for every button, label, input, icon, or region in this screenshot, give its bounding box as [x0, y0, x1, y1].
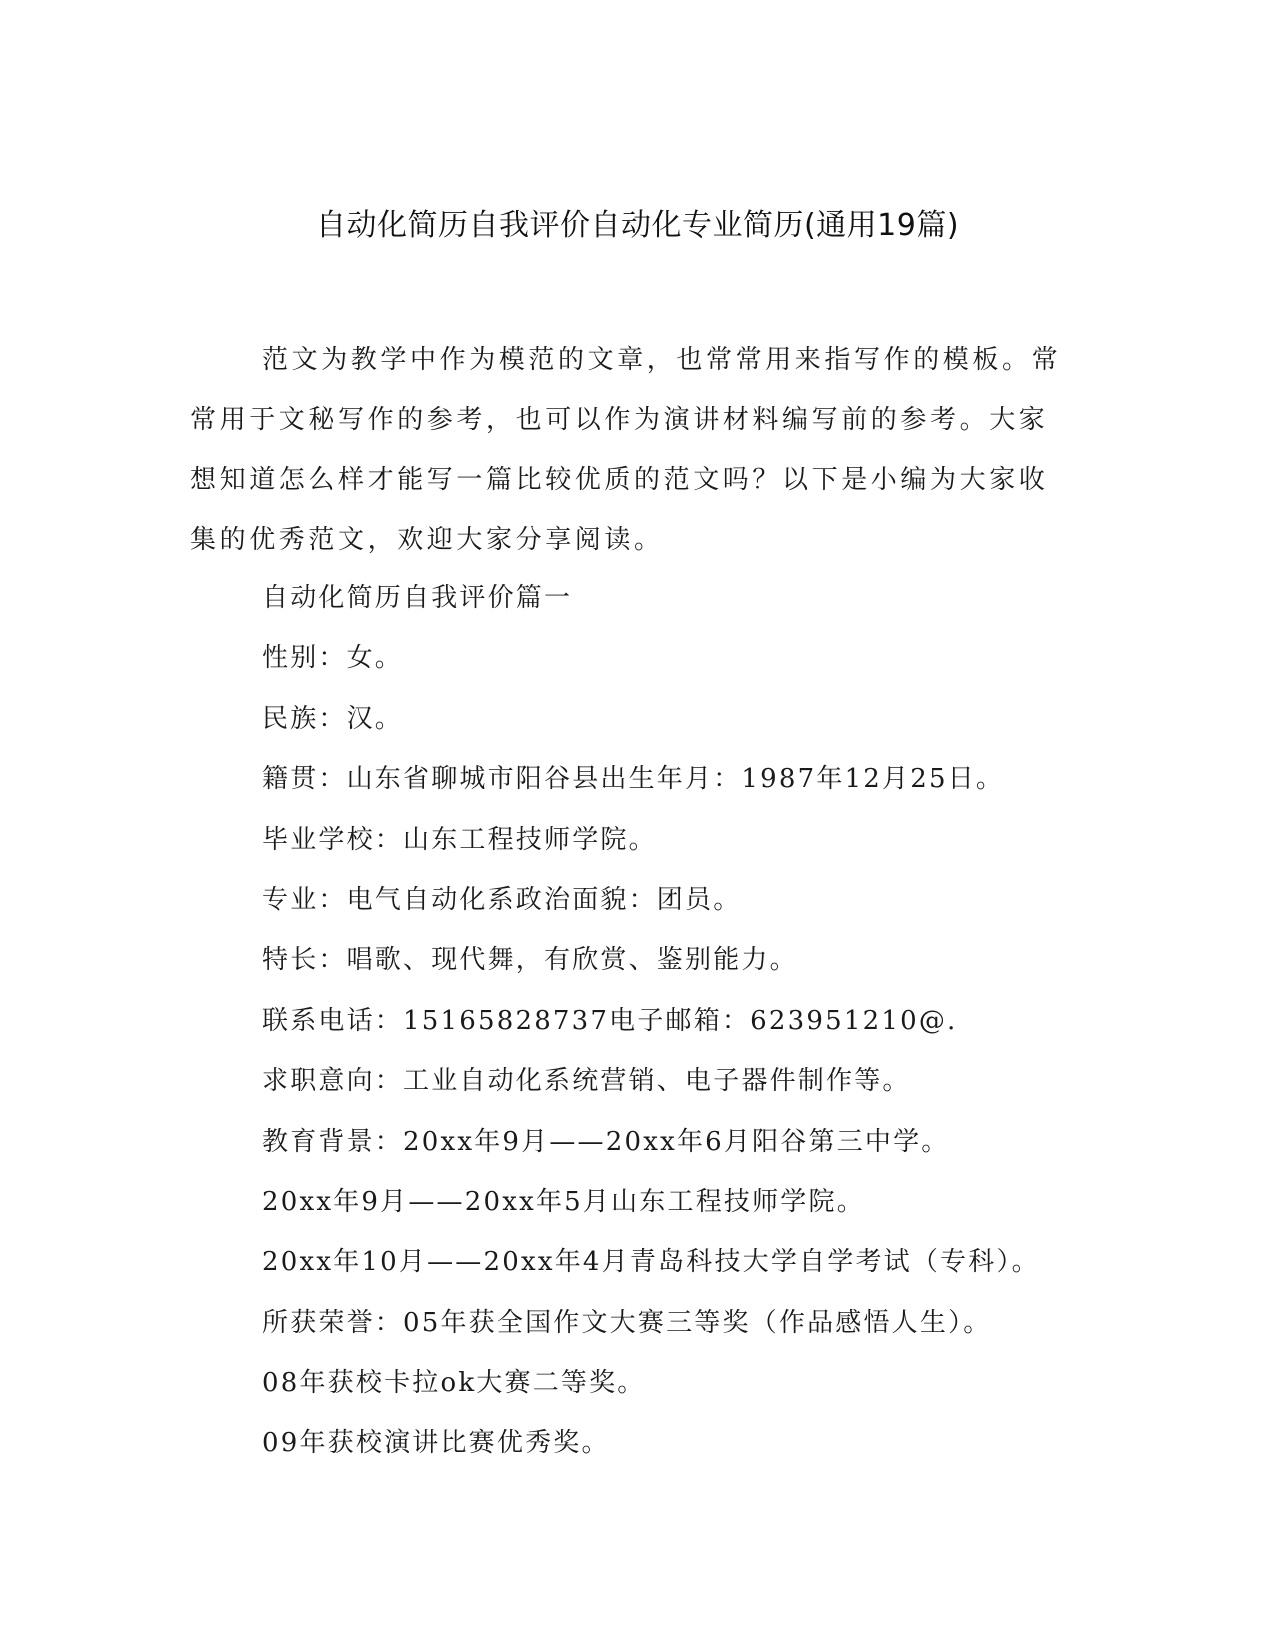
gender-line: 性别：女。 — [262, 643, 404, 674]
contact-line: 联系电话：15165828737电子邮箱：623951210@. — [262, 1005, 958, 1036]
major-line: 专业：电气自动化系政治面貌：团员。 — [262, 884, 742, 915]
honor-line-1: 所获荣誉：05年获全国作文大赛三等奖（作品感悟人生）。 — [262, 1307, 992, 1338]
job-intention-line: 求职意向：工业自动化系统营销、电子器件制作等。 — [262, 1066, 911, 1097]
education-line-1: 教育背景：20xx年9月——20xx年6月阳谷第三中学。 — [262, 1126, 950, 1157]
education-line-2: 20xx年9月——20xx年5月山东工程技师学院。 — [262, 1186, 865, 1217]
ethnicity-line: 民族：汉。 — [262, 703, 404, 734]
education-line-3: 20xx年10月——20xx年4月青岛科技大学自学考试（专科）。 — [262, 1247, 1040, 1278]
resume-lines — [262, 568, 1122, 1474]
honor-line-3: 09年获校演讲比赛优秀奖。 — [262, 1428, 610, 1459]
school-line: 毕业学校：山东工程技师学院。 — [262, 824, 657, 855]
document-title: 自动化简历自我评价自动化专业简历(通用19篇) — [315, 208, 960, 243]
section-heading: 自动化简历自我评价篇一 — [262, 583, 573, 613]
intro-paragraph: 范文为教学中作为模范的文章，也常常用来指写作的模板。常常用于文秘写作的参考，也可以作为演讲材料编写前的参考。大家想知道怎么样才能写一篇比较优质的范文吗？以下是小编为大家收集的优秀范文，欢迎大家分享阅读。 — [190, 345, 1062, 555]
specialty-line: 特长：唱歌、现代舞，有欣赏、鉴别能力。 — [262, 945, 798, 976]
hometown-birth-line: 籍贯：山东省聊城市阳谷县出生年月：1987年12月25日。 — [262, 764, 1005, 795]
honor-line-2: 08年获校卡拉ok大赛二等奖。 — [262, 1368, 646, 1399]
